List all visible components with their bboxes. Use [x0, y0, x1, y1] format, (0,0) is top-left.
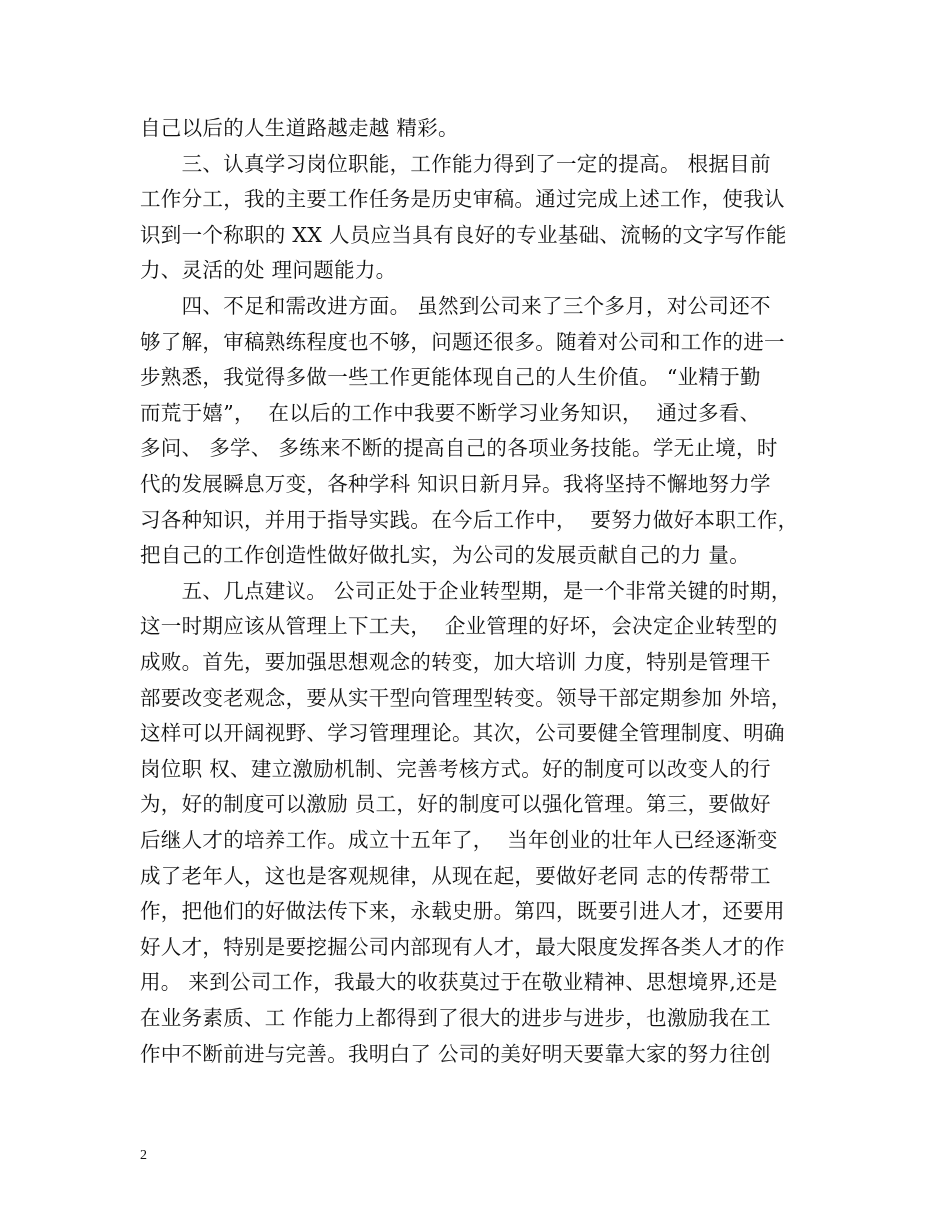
text-line: 好人才，特别是要挖掘公司内部现有人才，最大限度发挥各类人才的作 — [140, 934, 785, 959]
text-line: 代的发展瞬息万变，各种学科 知识日新月异。我将坚持不懈地努力学 — [140, 472, 771, 496]
text-line: 五、几点建议。 公司正处于企业转型期，是一个非常关键的时期， — [140, 578, 792, 603]
text-line: 用。 来到公司工作，我最大的收获莫过于在敬业精神、思想境界,还是 — [140, 970, 778, 995]
text-line: 自己以后的人生道路越走越 精彩。 — [140, 116, 459, 140]
text-line: 后继人才的培养工作。成立十五年了， 当年创业的壮年人已经逐渐变 — [140, 828, 778, 852]
text-line: 三、认真学习岗位职能，工作能力得到了一定的提高。 根据目前 — [140, 151, 771, 176]
text-line: 这样可以开阔视野、学习管理理论。其次，公司要健全管理制度、明确 — [140, 721, 785, 746]
text-line: 四、不足和需改进方面。 虽然到公司来了三个多月，对公司还不 — [140, 294, 771, 318]
text-line: 习各种知识，并用于指导实践。在今后工作中， 要努力做好本职工作， — [140, 507, 799, 532]
text-line: 在业务素质、工 作能力上都得到了很大的进步与进步，也激励我在工 — [140, 1006, 771, 1030]
text-line: 够了解，审稿熟练程度也不够，问题还很多。随着对公司和工作的进一 — [140, 329, 785, 354]
text-line: 为，好的制度可以激励 员工，好的制度可以强化管理。第三，要做好 — [140, 792, 771, 817]
text-line: 识到一个称职的 XX 人员应当具有良好的专业基础、流畅的文字写作能 — [140, 222, 787, 247]
text-line: 作，把他们的好做法传下来，永载史册。第四，既要引进人才，还要用 — [140, 899, 785, 924]
text-line: 而荒于嬉”， 在以后的工作中我要不断学习业务知识， 通过多看、 — [140, 400, 761, 425]
text-line: 把自己的工作创造性做好做扎实，为公司的发展贡献自己的力 量。 — [140, 543, 751, 568]
text-line: 步熟悉，我觉得多做一些工作更能体现自己的人生价值。 “业精于勤 — [140, 365, 761, 390]
page-number: 2 — [140, 1148, 147, 1163]
text-line: 岗位职 权、建立激励机制、完善考核方式。好的制度可以改变人的行 — [140, 756, 771, 781]
text-line: 这一时期应该从管理上下工夫， 企业管理的好坏，会决定企业转型的 — [140, 614, 778, 639]
text-line: 工作分工，我的主要工作任务是历史审稿。通过完成上述工作，使我认 — [140, 187, 785, 212]
text-line: 多问、 多学、 多练来不断的提高自己的各项业务技能。学无止境，时 — [140, 436, 778, 461]
text-line: 成败。首先，要加强思想观念的转变，加大培训 力度，特别是管理干 — [140, 650, 771, 674]
text-line: 部要改变老观念，要从实干型向管理型转变。领导干部定期参加 外培， — [140, 685, 792, 710]
text-line: 成了老年人，这也是客观规律，从现在起，要做好老同 志的传帮带工 — [140, 863, 771, 888]
text-line: 作中不断前进与完善。我明白了 公司的美好明天要靠大家的努力往创 — [140, 1041, 771, 1066]
text-line: 力、灵活的处 理问题能力。 — [140, 258, 397, 283]
